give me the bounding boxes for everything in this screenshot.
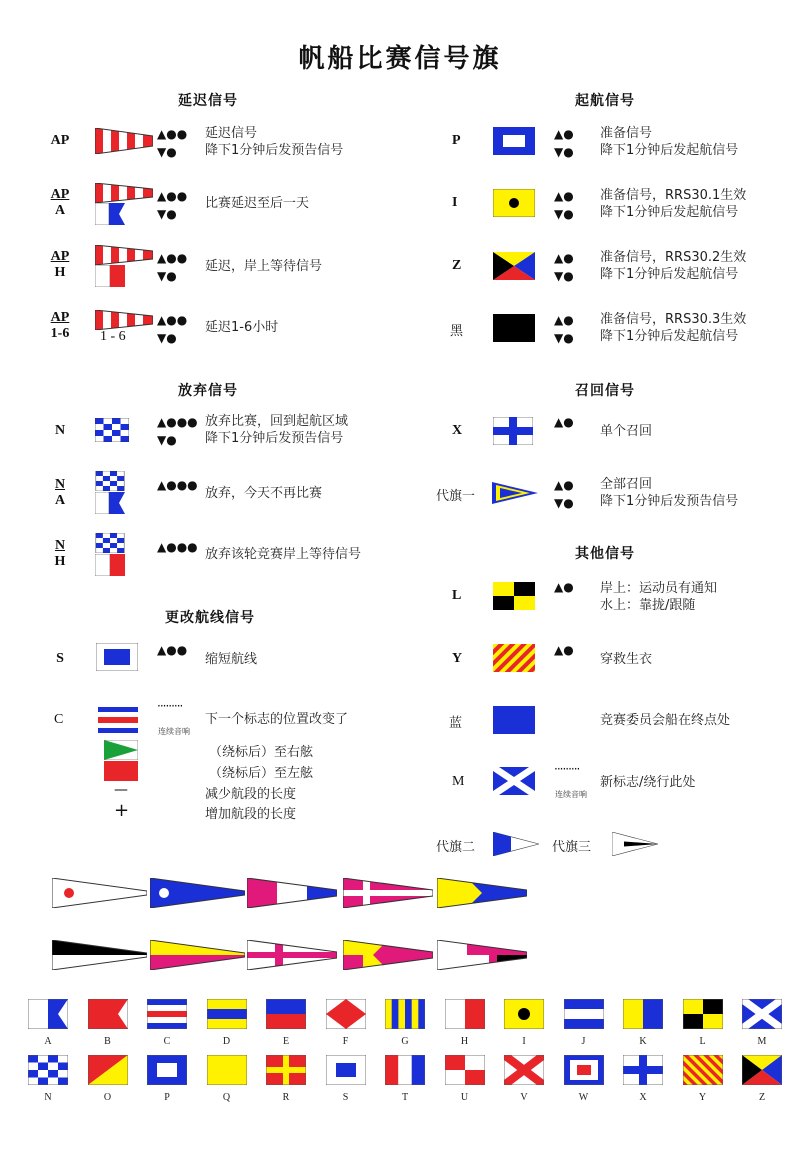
flag-w-icon — [564, 1055, 604, 1085]
numeral-pennant-0 — [437, 940, 527, 970]
third-substitute-label: 代旗三 — [552, 840, 592, 855]
second-substitute-flag — [493, 832, 539, 856]
signal-code: P — [452, 133, 461, 148]
flag-h-icon — [445, 999, 485, 1029]
signal-description-2: 降下1分钟后发起航信号 — [600, 205, 739, 220]
flag-n-icon — [28, 1055, 68, 1085]
flag-letter-label: P — [164, 1092, 170, 1103]
signal-description: 竞赛委员会船在终点处 — [600, 713, 731, 728]
signal-description-2: 降下1分钟后发预告信号 — [205, 143, 344, 158]
flag-g-icon — [385, 999, 425, 1029]
signal-description: （绕标后）至右舷 — [209, 745, 314, 760]
signal-code: Z — [452, 258, 462, 273]
flag-i-icon — [504, 999, 544, 1029]
plus-icon: + — [114, 800, 130, 821]
sound-up: ▲●●● — [157, 540, 198, 554]
flag-y-icon — [683, 1055, 723, 1085]
sound-up: ▲●● — [157, 127, 188, 141]
flag-letter-label: O — [103, 1092, 112, 1103]
flag-r-icon — [266, 1055, 306, 1085]
sound-down: ▼● — [554, 331, 574, 345]
flag-t-icon — [385, 1055, 425, 1085]
signal-description: 延迟1-6小时 — [205, 320, 279, 335]
signal-code: 黑 — [450, 324, 464, 339]
signal-description-2: 降下1分钟后发起航信号 — [600, 143, 739, 158]
ap-pennant-flag — [95, 245, 153, 265]
flag-letter-label: A — [44, 1036, 52, 1047]
signal-description: （绕标后）至左舷 — [209, 766, 314, 781]
signal-description: 延迟信号 — [205, 126, 258, 141]
signal-description: 准备信号 — [600, 126, 653, 141]
flag-y-icon — [493, 644, 535, 672]
signal-code: 代旗一 — [436, 489, 476, 504]
section-postpone-heading: 延迟信号 — [178, 93, 238, 109]
flag-m-icon — [742, 999, 782, 1029]
sound-down: ▼● — [554, 207, 574, 221]
continuous-sound-label: 连续音响 — [158, 727, 190, 736]
continuous-sound-dots: ········· — [554, 762, 580, 776]
ap-pennant-flag — [95, 310, 153, 330]
sound-up: ▲● — [554, 127, 574, 141]
flag-letter-label: K — [639, 1036, 647, 1047]
signal-description: 放弃，今天不再比赛 — [205, 486, 323, 501]
flag-z-icon — [742, 1055, 782, 1085]
section-recall-heading: 召回信号 — [575, 383, 635, 399]
section-abandon-heading: 放弃信号 — [178, 383, 238, 399]
sound-up: ▲● — [554, 313, 574, 327]
signal-description: 增加航段的长度 — [205, 807, 297, 822]
sound-up: ▲● — [554, 580, 574, 594]
signal-description: 放弃该轮竞赛岸上等待信号 — [205, 547, 362, 562]
flag-p-icon — [493, 127, 535, 155]
sound-up: ▲● — [554, 643, 574, 657]
signal-code: AP H — [50, 249, 70, 280]
flag-v-icon — [504, 1055, 544, 1085]
flag-s-icon — [326, 1055, 366, 1085]
flag-number-label: 1 - 6 — [100, 329, 126, 344]
numeral-pennant-6 — [52, 940, 147, 970]
signal-description: 全部召回 — [600, 477, 653, 492]
flag-s-icon — [96, 643, 138, 671]
sound-up: ▲● — [554, 415, 574, 429]
signal-description: 准备信号，RRS30.3生效 — [600, 312, 747, 327]
flag-letter-label: I — [522, 1036, 526, 1047]
flag-letter-label: W — [578, 1092, 589, 1103]
signal-code: AP — [50, 133, 70, 148]
flag-b-icon — [88, 999, 128, 1029]
flag-d-icon — [207, 999, 247, 1029]
signal-code: N — [54, 423, 66, 438]
flag-u-icon — [445, 1055, 485, 1085]
signal-code: N H — [54, 538, 66, 569]
flag-n-icon — [95, 471, 125, 491]
signal-description: 穿救生衣 — [600, 652, 653, 667]
signal-code: M — [452, 774, 465, 789]
sound-up: ▲● — [554, 478, 574, 492]
flag-letter-label: V — [520, 1092, 528, 1103]
flag-c-icon — [147, 999, 187, 1029]
sound-down: ▼● — [554, 496, 574, 510]
section-course-heading: 更改航线信号 — [165, 610, 255, 626]
flag-z-icon — [493, 252, 535, 280]
numeral-pennant-5 — [437, 878, 527, 908]
flag-p-icon — [147, 1055, 187, 1085]
ap-pennant-flag — [95, 183, 153, 203]
numeral-pennant-1 — [52, 878, 147, 908]
flag-letter-label: S — [342, 1092, 349, 1103]
flag-i-icon — [493, 189, 535, 217]
flag-f-icon — [326, 999, 366, 1029]
sound-down: ▼● — [157, 207, 177, 221]
flag-o-icon — [88, 1055, 128, 1085]
signal-code: I — [452, 195, 458, 210]
signal-code: L — [452, 588, 462, 603]
sound-up: ▲●●● — [157, 478, 198, 492]
sound-down: ▼● — [157, 433, 177, 447]
flag-x-icon — [623, 1055, 663, 1085]
flag-letter-label: T — [401, 1092, 409, 1103]
signal-description-2: 降下1分钟后发起航信号 — [600, 329, 739, 344]
flag-letter-label: E — [282, 1036, 290, 1047]
flag-c-icon — [98, 707, 138, 733]
flag-n-icon — [95, 418, 129, 442]
signal-description: 岸上：运动员有通知 — [600, 581, 718, 596]
ap-pennant-flag — [95, 128, 153, 154]
flag-letter-label: R — [282, 1092, 290, 1103]
signal-description: 准备信号，RRS30.2生效 — [600, 250, 747, 265]
flag-letter-label: Y — [698, 1092, 707, 1103]
flag-letter-label: X — [639, 1092, 647, 1103]
flag-blue-icon — [493, 706, 535, 734]
flag-letter-label: F — [342, 1036, 349, 1047]
sound-down: ▼● — [554, 269, 574, 283]
signal-description: 单个召回 — [600, 424, 653, 439]
section-start-heading: 起航信号 — [575, 93, 635, 109]
flag-e-icon — [266, 999, 306, 1029]
flag-a-icon — [95, 492, 125, 514]
signal-description: 缩短航线 — [205, 652, 258, 667]
sound-up: ▲● — [554, 251, 574, 265]
signal-description: 延迟，岸上等待信号 — [205, 259, 323, 274]
flag-h-icon — [95, 265, 125, 287]
flag-letter-label: M — [757, 1036, 767, 1047]
second-substitute-label: 代旗二 — [436, 840, 476, 855]
signal-description: 减少航段的长度 — [205, 787, 297, 802]
sound-down: ▼● — [157, 331, 177, 345]
flag-letter-label: L — [699, 1036, 706, 1047]
first-substitute-flag — [492, 482, 538, 504]
numeral-pennant-7 — [150, 940, 245, 970]
sound-down: ▼● — [554, 145, 574, 159]
flag-letter-label: H — [460, 1036, 469, 1047]
sound-down: ▼● — [157, 269, 177, 283]
flag-letter-label: B — [104, 1036, 111, 1047]
green-triangle-flag — [104, 740, 138, 760]
red-flag — [104, 761, 138, 781]
flag-l-icon — [683, 999, 723, 1029]
signal-description: 比赛延迟至后一天 — [205, 196, 310, 211]
signal-code: S — [56, 651, 64, 666]
sound-up: ▲●● — [157, 189, 188, 203]
signal-description-2: 降下1分钟后发起航信号 — [600, 267, 739, 282]
signal-description-2: 水上：靠拢/跟随 — [600, 598, 696, 613]
numeral-pennant-4 — [343, 878, 433, 908]
signal-code: N A — [54, 477, 66, 508]
flag-letter-label: G — [401, 1036, 409, 1047]
numeral-pennant-9 — [343, 940, 433, 970]
flag-n-icon — [95, 533, 125, 553]
flag-a-icon — [28, 999, 68, 1029]
flag-k-icon — [623, 999, 663, 1029]
numeral-pennant-3 — [247, 878, 337, 908]
sound-up: ▲●● — [157, 313, 188, 327]
section-other-heading: 其他信号 — [575, 546, 635, 562]
continuous-sound-label: 连续音响 — [555, 790, 587, 799]
flag-q-icon — [207, 1055, 247, 1085]
signal-code: 蓝 — [449, 716, 463, 731]
signal-code: Y — [452, 651, 463, 666]
sound-up: ▲● — [554, 189, 574, 203]
third-substitute-flag — [612, 832, 658, 856]
sound-down: ▼● — [157, 145, 177, 159]
flag-black-icon — [493, 314, 535, 342]
sound-up: ▲●●● — [157, 415, 198, 429]
signal-code: X — [452, 423, 463, 438]
flag-a-icon — [95, 203, 125, 225]
signal-description: 准备信号，RRS30.1生效 — [600, 188, 747, 203]
flag-h-icon — [95, 554, 125, 576]
flag-m-icon — [493, 767, 535, 795]
signal-code: AP 1-6 — [50, 310, 70, 341]
flag-l-icon — [493, 582, 535, 610]
signal-description: 放弃比赛，回到起航区域 — [205, 414, 349, 429]
numeral-pennant-2 — [150, 878, 245, 908]
sound-up: ▲●● — [157, 643, 188, 657]
signal-code: AP A — [50, 187, 70, 218]
flag-letter-label: J — [581, 1036, 586, 1047]
signal-description-2: 降下1分钟后发预告信号 — [600, 494, 739, 509]
signal-description: 下一个标志的位置改变了 — [205, 712, 349, 727]
numeral-pennant-8 — [247, 940, 337, 970]
signal-description-2: 降下1分钟后发预告信号 — [205, 431, 344, 446]
minus-icon: — — [114, 782, 128, 798]
flag-letter-label: D — [222, 1036, 231, 1047]
flag-j-icon — [564, 999, 604, 1029]
flag-letter-label: Q — [222, 1092, 231, 1103]
flag-letter-label: Z — [758, 1092, 766, 1103]
flag-letter-label: C — [163, 1036, 171, 1047]
flag-letter-label: U — [460, 1092, 469, 1103]
continuous-sound-dots: ········· — [157, 699, 183, 713]
signal-code: C — [54, 712, 64, 727]
page-title: 帆船比赛信号旗 — [298, 44, 502, 74]
sound-up: ▲●● — [157, 251, 188, 265]
signal-description: 新标志/绕行此处 — [600, 775, 696, 790]
flag-x-icon — [493, 417, 533, 445]
flag-letter-label: N — [44, 1092, 52, 1103]
